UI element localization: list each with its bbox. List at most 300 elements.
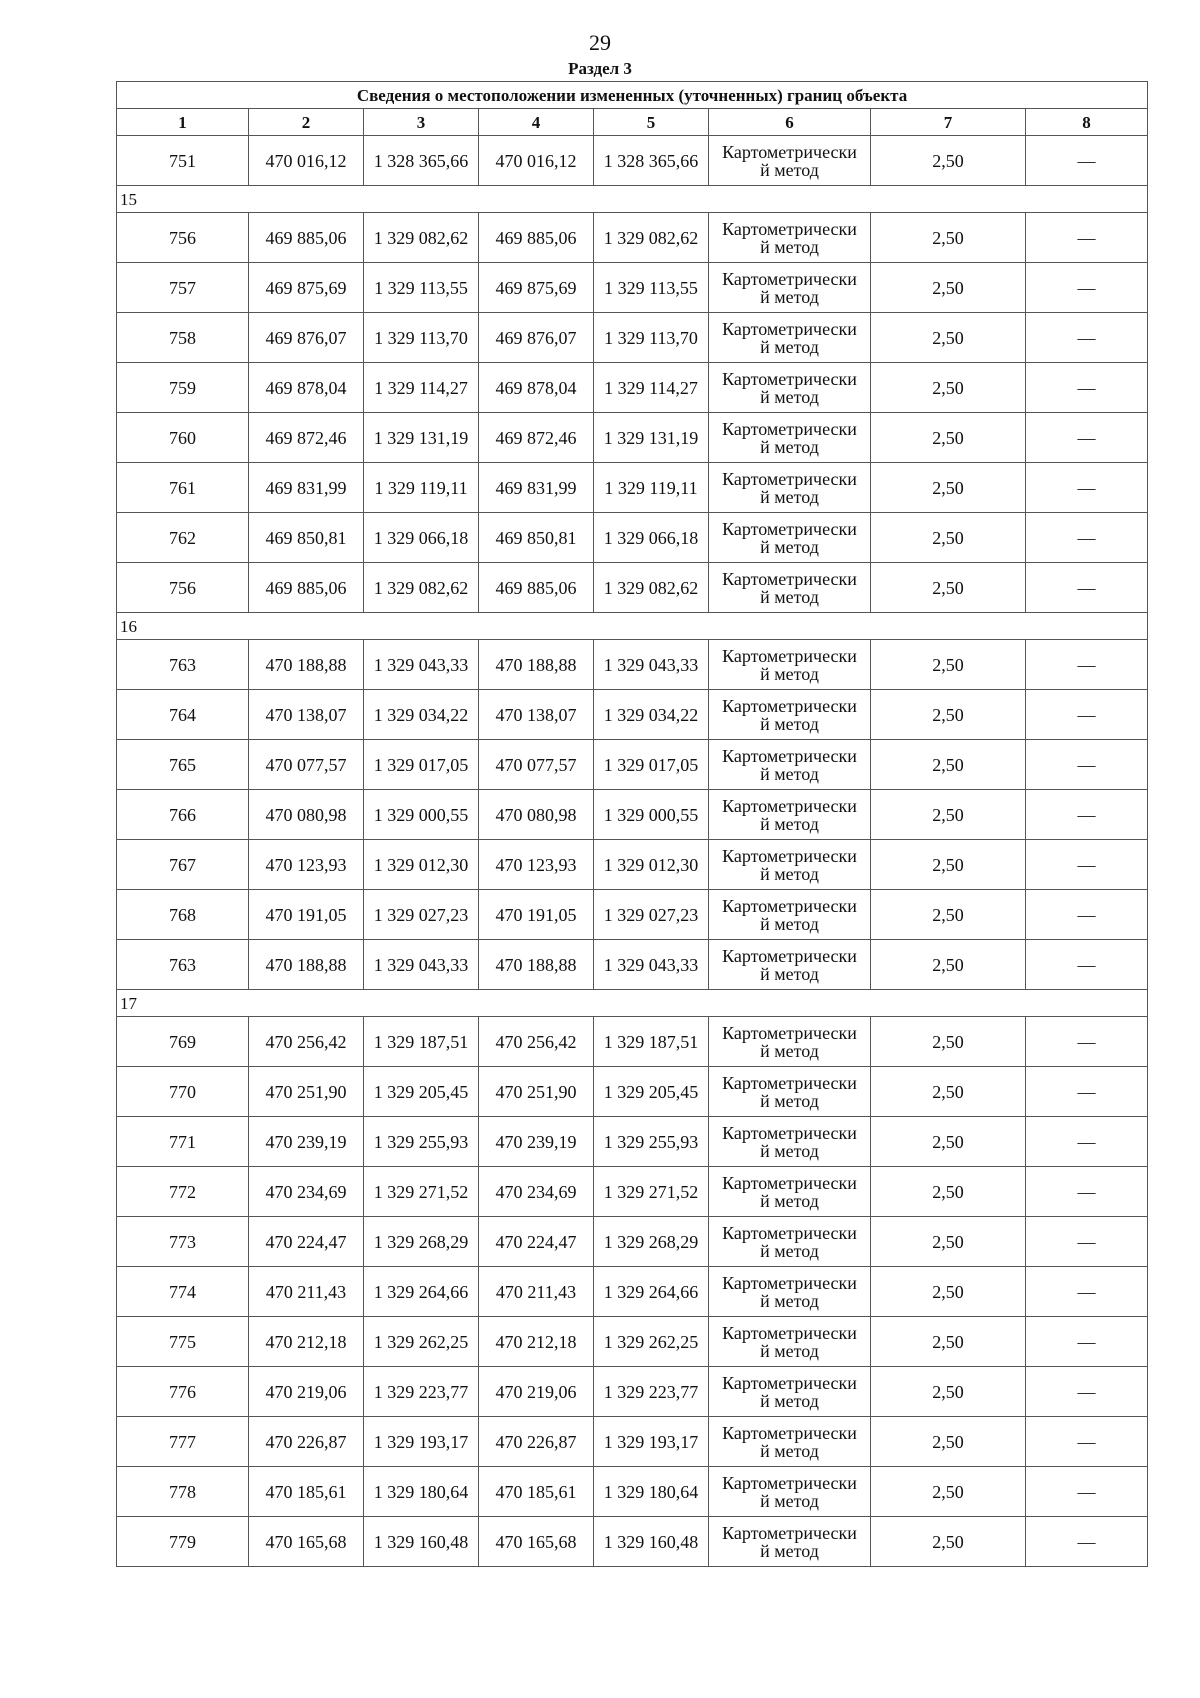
table-body (117, 82, 1148, 1567)
new-y-cell: 1 329 113,55 (594, 263, 709, 313)
new-x-cell: 470 219,06 (479, 1367, 594, 1417)
existing-y-cell: 1 329 180,64 (364, 1467, 479, 1517)
column-number: 4 (479, 109, 594, 136)
method-text-line2: й метод (760, 436, 819, 457)
description-cell: — (1026, 136, 1148, 186)
method-cell (709, 1417, 871, 1467)
method-text-line2: й метод (760, 1540, 819, 1561)
accuracy-cell: 2,50 (871, 790, 1026, 840)
new-y-cell: 1 329 131,19 (594, 413, 709, 463)
existing-x-cell: 469 872,46 (249, 413, 364, 463)
existing-y-cell: 1 329 262,25 (364, 1317, 479, 1367)
table-row (117, 1117, 1148, 1167)
section-title: Раздел 3 (568, 59, 632, 78)
table-row (117, 1067, 1148, 1117)
method-text-line2: й метод (760, 1140, 819, 1161)
accuracy-cell: 2,50 (871, 1517, 1026, 1567)
accuracy-cell: 2,50 (871, 1117, 1026, 1167)
point-number-cell: 762 (117, 513, 249, 563)
table-row (117, 940, 1148, 990)
method-cell (709, 1017, 871, 1067)
new-x-cell: 469 850,81 (479, 513, 594, 563)
accuracy-cell: 2,50 (871, 513, 1026, 563)
existing-y-cell: 1 329 114,27 (364, 363, 479, 413)
method-cell (709, 1267, 871, 1317)
existing-y-cell: 1 329 082,62 (364, 213, 479, 263)
accuracy-cell: 2,50 (871, 463, 1026, 513)
point-number-cell: 775 (117, 1317, 249, 1367)
new-y-cell: 1 329 180,64 (594, 1467, 709, 1517)
table-row (117, 1267, 1148, 1317)
point-number-cell: 777 (117, 1417, 249, 1467)
existing-y-cell: 1 329 268,29 (364, 1217, 479, 1267)
table-row (117, 513, 1148, 563)
description-cell: — (1026, 1217, 1148, 1267)
method-text-line1: Картометрически (722, 568, 857, 589)
point-number-cell: 760 (117, 413, 249, 463)
accuracy-cell: 2,50 (871, 413, 1026, 463)
description-cell: — (1026, 213, 1148, 263)
method-text-line1: Картометрически (722, 1222, 857, 1243)
existing-x-cell: 470 239,19 (249, 1117, 364, 1167)
table-row (117, 1367, 1148, 1417)
new-y-cell: 1 329 114,27 (594, 363, 709, 413)
existing-y-cell: 1 329 017,05 (364, 740, 479, 790)
method-text-line2: й метод (760, 236, 819, 257)
description-cell: — (1026, 840, 1148, 890)
method-text-line1: Картометрически (722, 795, 857, 816)
existing-y-cell: 1 329 131,19 (364, 413, 479, 463)
method-text-line2: й метод (760, 1190, 819, 1211)
column-number: 5 (594, 109, 709, 136)
accuracy-cell: 2,50 (871, 363, 1026, 413)
existing-x-cell: 469 885,06 (249, 563, 364, 613)
table-row (117, 1317, 1148, 1367)
accuracy-cell: 2,50 (871, 640, 1026, 690)
point-number-cell: 776 (117, 1367, 249, 1417)
method-text-line1: Картометрически (722, 1022, 857, 1043)
new-x-cell: 470 191,05 (479, 890, 594, 940)
description-cell: — (1026, 740, 1148, 790)
point-number-cell: 756 (117, 563, 249, 613)
existing-x-cell: 470 256,42 (249, 1017, 364, 1067)
existing-x-cell: 469 850,81 (249, 513, 364, 563)
description-cell: — (1026, 940, 1148, 990)
method-text-line1: Картометрически (722, 745, 857, 766)
new-x-cell: 470 080,98 (479, 790, 594, 840)
method-text-line2: й метод (760, 1040, 819, 1061)
accuracy-cell: 2,50 (871, 940, 1026, 990)
method-text-line2: й метод (760, 536, 819, 557)
method-cell (709, 1517, 871, 1567)
existing-y-cell: 1 329 119,11 (364, 463, 479, 513)
method-text-line1: Картометрически (722, 645, 857, 666)
new-x-cell: 470 211,43 (479, 1267, 594, 1317)
method-text-line2: й метод (760, 963, 819, 984)
description-cell: — (1026, 563, 1148, 613)
new-x-cell: 470 188,88 (479, 640, 594, 690)
new-x-cell: 470 123,93 (479, 840, 594, 890)
point-number-cell: 778 (117, 1467, 249, 1517)
method-text-line2: й метод (760, 336, 819, 357)
point-number-cell: 759 (117, 363, 249, 413)
method-text-line1: Картометрически (722, 1372, 857, 1393)
method-text-line2: й метод (760, 1440, 819, 1461)
method-cell (709, 313, 871, 363)
new-x-cell: 469 878,04 (479, 363, 594, 413)
existing-y-cell: 1 329 113,70 (364, 313, 479, 363)
description-cell: — (1026, 690, 1148, 740)
method-cell (709, 1217, 871, 1267)
table-row (117, 363, 1148, 413)
table-row (117, 136, 1148, 186)
existing-y-cell: 1 329 271,52 (364, 1167, 479, 1217)
method-cell (709, 463, 871, 513)
method-cell (709, 1367, 871, 1417)
new-y-cell: 1 329 193,17 (594, 1417, 709, 1467)
method-text-line1: Картометрически (722, 368, 857, 389)
table-row (117, 890, 1148, 940)
existing-y-cell: 1 329 187,51 (364, 1017, 479, 1067)
existing-x-cell: 470 077,57 (249, 740, 364, 790)
new-y-cell: 1 329 027,23 (594, 890, 709, 940)
description-cell: — (1026, 1117, 1148, 1167)
new-y-cell: 1 329 066,18 (594, 513, 709, 563)
description-cell: — (1026, 1167, 1148, 1217)
point-number-cell: 758 (117, 313, 249, 363)
method-text-line1: Картометрически (722, 845, 857, 866)
existing-x-cell: 470 188,88 (249, 640, 364, 690)
point-number-cell: 774 (117, 1267, 249, 1317)
new-x-cell: 470 226,87 (479, 1417, 594, 1467)
method-text-line2: й метод (760, 1340, 819, 1361)
column-number: 7 (871, 109, 1026, 136)
accuracy-cell: 2,50 (871, 740, 1026, 790)
new-x-cell: 470 165,68 (479, 1517, 594, 1567)
new-x-cell: 470 251,90 (479, 1067, 594, 1117)
new-y-cell: 1 329 205,45 (594, 1067, 709, 1117)
existing-x-cell: 470 080,98 (249, 790, 364, 840)
method-text-line1: Картометрически (722, 468, 857, 489)
method-text-line2: й метод (760, 813, 819, 834)
method-text-line2: й метод (760, 159, 819, 180)
method-text-line2: й метод (760, 863, 819, 884)
method-cell (709, 363, 871, 413)
description-cell: — (1026, 1517, 1148, 1567)
new-x-cell: 470 256,42 (479, 1017, 594, 1067)
description-cell: — (1026, 513, 1148, 563)
point-number-cell: 761 (117, 463, 249, 513)
method-cell (709, 1317, 871, 1367)
table-row (117, 263, 1148, 313)
description-cell: — (1026, 790, 1148, 840)
existing-y-cell: 1 329 000,55 (364, 790, 479, 840)
column-number: 1 (117, 109, 249, 136)
new-y-cell: 1 329 255,93 (594, 1117, 709, 1167)
new-x-cell: 469 875,69 (479, 263, 594, 313)
new-y-cell: 1 329 113,70 (594, 313, 709, 363)
column-number: 2 (249, 109, 364, 136)
new-y-cell: 1 329 223,77 (594, 1367, 709, 1417)
new-y-cell: 1 329 262,25 (594, 1317, 709, 1367)
description-cell: — (1026, 413, 1148, 463)
accuracy-cell: 2,50 (871, 1017, 1026, 1067)
existing-y-cell: 1 329 205,45 (364, 1067, 479, 1117)
method-text-line2: й метод (760, 286, 819, 307)
existing-x-cell: 470 016,12 (249, 136, 364, 186)
description-cell: — (1026, 1467, 1148, 1517)
table-row (117, 1467, 1148, 1517)
method-cell (709, 940, 871, 990)
method-text-line1: Картометрически (722, 945, 857, 966)
method-text-line2: й метод (760, 713, 819, 734)
column-number: 6 (709, 109, 871, 136)
new-y-cell: 1 329 000,55 (594, 790, 709, 840)
existing-y-cell: 1 329 113,55 (364, 263, 479, 313)
new-x-cell: 469 885,06 (479, 213, 594, 263)
accuracy-cell: 2,50 (871, 690, 1026, 740)
existing-x-cell: 470 138,07 (249, 690, 364, 740)
new-x-cell: 470 016,12 (479, 136, 594, 186)
table-row (117, 1417, 1148, 1467)
existing-y-cell: 1 329 043,33 (364, 640, 479, 690)
existing-x-cell: 469 875,69 (249, 263, 364, 313)
existing-y-cell: 1 329 160,48 (364, 1517, 479, 1567)
method-text-line1: Картометрически (722, 268, 857, 289)
method-text-line2: й метод (760, 763, 819, 784)
method-cell (709, 413, 871, 463)
existing-y-cell: 1 329 255,93 (364, 1117, 479, 1167)
description-cell: — (1026, 313, 1148, 363)
accuracy-cell: 2,50 (871, 890, 1026, 940)
new-x-cell: 470 185,61 (479, 1467, 594, 1517)
method-text-line2: й метод (760, 1240, 819, 1261)
method-text-line1: Картометрически (722, 318, 857, 339)
method-text-line2: й метод (760, 386, 819, 407)
method-text-line2: й метод (760, 913, 819, 934)
description-cell: — (1026, 263, 1148, 313)
accuracy-cell: 2,50 (871, 1267, 1026, 1317)
method-text-line2: й метод (760, 1090, 819, 1111)
method-cell (709, 1117, 871, 1167)
method-text-line1: Картометрически (722, 1072, 857, 1093)
existing-x-cell: 470 251,90 (249, 1067, 364, 1117)
existing-x-cell: 470 226,87 (249, 1417, 364, 1467)
existing-x-cell: 469 885,06 (249, 213, 364, 263)
contour-group-row (117, 990, 1148, 1017)
accuracy-cell: 2,50 (871, 1417, 1026, 1467)
point-number-cell: 779 (117, 1517, 249, 1567)
point-number-cell: 771 (117, 1117, 249, 1167)
column-number: 3 (364, 109, 479, 136)
accuracy-cell: 2,50 (871, 1367, 1026, 1417)
existing-y-cell: 1 329 223,77 (364, 1367, 479, 1417)
existing-x-cell: 470 188,88 (249, 940, 364, 990)
existing-x-cell: 470 212,18 (249, 1317, 364, 1367)
method-text-line2: й метод (760, 663, 819, 684)
new-y-cell: 1 329 043,33 (594, 640, 709, 690)
description-cell: — (1026, 1267, 1148, 1317)
method-text-line1: Картометрически (722, 141, 857, 162)
point-number-cell: 764 (117, 690, 249, 740)
point-number-cell: 751 (117, 136, 249, 186)
method-text-line2: й метод (760, 486, 819, 507)
table-row (117, 1517, 1148, 1567)
description-cell: — (1026, 890, 1148, 940)
table-row (117, 1217, 1148, 1267)
new-x-cell: 470 224,47 (479, 1217, 594, 1267)
existing-y-cell: 1 329 012,30 (364, 840, 479, 890)
accuracy-cell: 2,50 (871, 313, 1026, 363)
table-row (117, 1017, 1148, 1067)
point-number-cell: 765 (117, 740, 249, 790)
method-text-line1: Картометрически (722, 1172, 857, 1193)
method-text-line2: й метод (760, 1290, 819, 1311)
method-cell (709, 563, 871, 613)
contour-number: 15 (117, 186, 1148, 213)
description-cell: — (1026, 463, 1148, 513)
accuracy-cell: 2,50 (871, 1067, 1026, 1117)
page-number: 29 (589, 30, 611, 55)
accuracy-cell: 2,50 (871, 563, 1026, 613)
existing-y-cell: 1 329 193,17 (364, 1417, 479, 1467)
contour-number: 17 (117, 990, 1148, 1017)
accuracy-cell: 2,50 (871, 136, 1026, 186)
method-cell (709, 840, 871, 890)
new-x-cell: 470 212,18 (479, 1317, 594, 1367)
method-cell (709, 640, 871, 690)
table-row (117, 563, 1148, 613)
method-cell (709, 790, 871, 840)
existing-x-cell: 470 219,06 (249, 1367, 364, 1417)
table-row (117, 1167, 1148, 1217)
new-y-cell: 1 329 160,48 (594, 1517, 709, 1567)
new-x-cell: 470 234,69 (479, 1167, 594, 1217)
method-cell (709, 1467, 871, 1517)
point-number-cell: 772 (117, 1167, 249, 1217)
table-row (117, 213, 1148, 263)
existing-y-cell: 1 329 027,23 (364, 890, 479, 940)
new-y-cell: 1 329 017,05 (594, 740, 709, 790)
accuracy-cell: 2,50 (871, 1167, 1026, 1217)
new-x-cell: 469 831,99 (479, 463, 594, 513)
table-row (117, 640, 1148, 690)
contour-number: 16 (117, 613, 1148, 640)
table-row (117, 690, 1148, 740)
method-cell (709, 263, 871, 313)
accuracy-cell: 2,50 (871, 263, 1026, 313)
method-text-line1: Картометрически (722, 1272, 857, 1293)
description-cell: — (1026, 363, 1148, 413)
new-x-cell: 469 876,07 (479, 313, 594, 363)
description-cell: — (1026, 1417, 1148, 1467)
new-x-cell: 470 077,57 (479, 740, 594, 790)
method-text-line1: Картометрически (722, 1122, 857, 1143)
method-cell (709, 690, 871, 740)
method-text-line1: Картометрически (722, 1472, 857, 1493)
new-y-cell: 1 328 365,66 (594, 136, 709, 186)
existing-x-cell: 470 224,47 (249, 1217, 364, 1267)
table-row (117, 463, 1148, 513)
new-x-cell: 469 885,06 (479, 563, 594, 613)
point-number-cell: 763 (117, 640, 249, 690)
method-cell (709, 136, 871, 186)
new-y-cell: 1 329 034,22 (594, 690, 709, 740)
accuracy-cell: 2,50 (871, 1217, 1026, 1267)
method-cell (709, 740, 871, 790)
table-row (117, 790, 1148, 840)
existing-x-cell: 470 234,69 (249, 1167, 364, 1217)
existing-x-cell: 470 191,05 (249, 890, 364, 940)
table-row (117, 740, 1148, 790)
description-cell: — (1026, 1317, 1148, 1367)
table-caption-row (117, 82, 1148, 109)
new-y-cell: 1 329 043,33 (594, 940, 709, 990)
method-text-line1: Картометрически (722, 1322, 857, 1343)
existing-y-cell: 1 329 043,33 (364, 940, 479, 990)
contour-group-row (117, 186, 1148, 213)
new-y-cell: 1 329 082,62 (594, 563, 709, 613)
column-number: 8 (1026, 109, 1148, 136)
new-y-cell: 1 329 012,30 (594, 840, 709, 890)
method-text-line2: й метод (760, 1490, 819, 1511)
method-cell (709, 213, 871, 263)
method-text-line1: Картометрически (722, 418, 857, 439)
method-cell (709, 513, 871, 563)
method-text-line1: Картометрически (722, 895, 857, 916)
table-row (117, 413, 1148, 463)
existing-y-cell: 1 328 365,66 (364, 136, 479, 186)
method-text-line1: Картометрически (722, 218, 857, 239)
description-cell: — (1026, 640, 1148, 690)
point-number-cell: 768 (117, 890, 249, 940)
method-text-line1: Картометрически (722, 1422, 857, 1443)
point-number-cell: 767 (117, 840, 249, 890)
method-cell (709, 1167, 871, 1217)
method-text-line1: Картометрически (722, 695, 857, 716)
description-cell: — (1026, 1017, 1148, 1067)
column-numbers-row (117, 109, 1148, 136)
description-cell: — (1026, 1067, 1148, 1117)
accuracy-cell: 2,50 (871, 1317, 1026, 1367)
point-number-cell: 756 (117, 213, 249, 263)
point-number-cell: 757 (117, 263, 249, 313)
point-number-cell: 769 (117, 1017, 249, 1067)
method-text-line1: Картометрически (722, 1522, 857, 1543)
accuracy-cell: 2,50 (871, 1467, 1026, 1517)
accuracy-cell: 2,50 (871, 840, 1026, 890)
new-y-cell: 1 329 082,62 (594, 213, 709, 263)
new-y-cell: 1 329 264,66 (594, 1267, 709, 1317)
new-x-cell: 470 138,07 (479, 690, 594, 740)
new-x-cell: 469 872,46 (479, 413, 594, 463)
point-number-cell: 770 (117, 1067, 249, 1117)
new-x-cell: 470 188,88 (479, 940, 594, 990)
table-row (117, 840, 1148, 890)
boundary-coordinates-table (116, 81, 1148, 1567)
accuracy-cell: 2,50 (871, 213, 1026, 263)
existing-x-cell: 470 123,93 (249, 840, 364, 890)
point-number-cell: 773 (117, 1217, 249, 1267)
point-number-cell: 763 (117, 940, 249, 990)
existing-y-cell: 1 329 264,66 (364, 1267, 479, 1317)
existing-x-cell: 469 878,04 (249, 363, 364, 413)
existing-x-cell: 470 165,68 (249, 1517, 364, 1567)
existing-y-cell: 1 329 034,22 (364, 690, 479, 740)
new-y-cell: 1 329 268,29 (594, 1217, 709, 1267)
description-cell: — (1026, 1367, 1148, 1417)
method-cell (709, 1067, 871, 1117)
